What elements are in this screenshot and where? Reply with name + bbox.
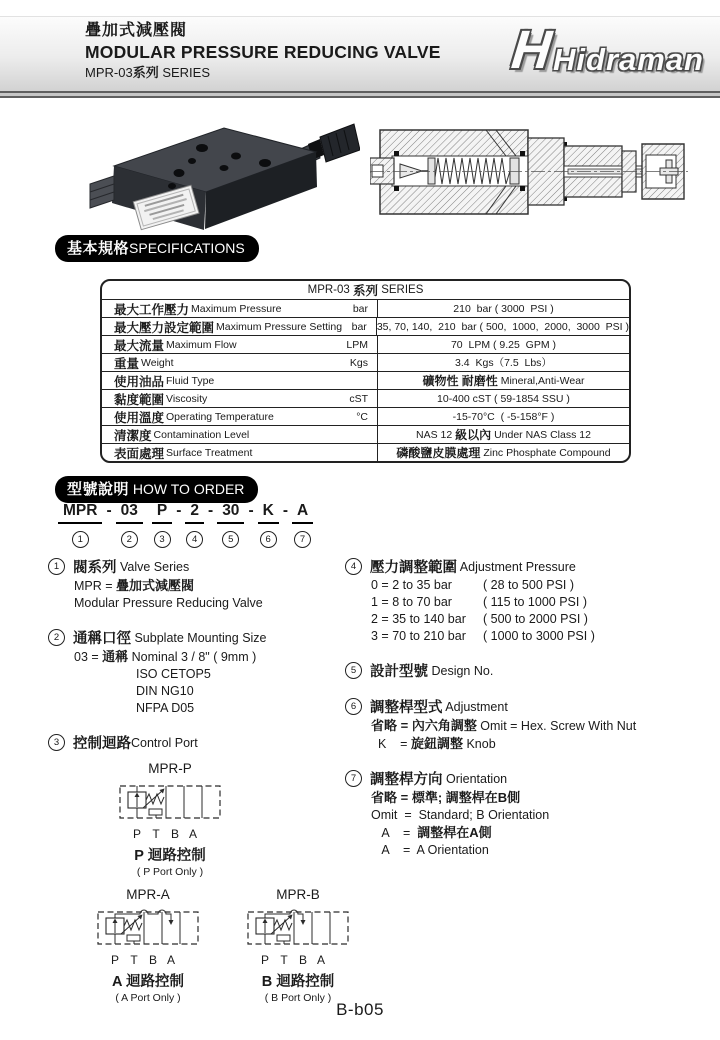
model-code-dash: -	[208, 502, 214, 519]
model-code-segment	[58, 502, 102, 548]
order-item-number: 2	[48, 629, 65, 646]
order-item-line	[371, 824, 695, 842]
order-line-zh: 省略 = 標準; 調整桿在B側	[371, 790, 521, 805]
spec-row-label	[102, 426, 378, 443]
spec-row-value	[378, 354, 629, 371]
spec-row-value	[378, 408, 629, 425]
spec-value-zh: 磷酸鹽皮膜處理	[396, 446, 481, 460]
page-number: B-b05	[336, 1000, 384, 1019]
order-item	[345, 696, 695, 753]
order-item-title-zh: 壓力調整範圍	[370, 560, 457, 576]
model-code-dash: -	[176, 502, 182, 519]
model-code-segment	[185, 502, 204, 548]
spec-value: 10-400 cST ( 59-1854 SSU )	[437, 392, 570, 405]
spec-label-zh: 最大流量	[114, 338, 165, 353]
series-en: SERIES	[158, 64, 210, 80]
order-item-line	[371, 807, 695, 824]
order-item-title	[345, 696, 695, 717]
order-item-line	[74, 683, 348, 700]
series-label	[85, 66, 441, 81]
diagram-caption-en: ( P Port Only )	[136, 866, 204, 878]
spec-table-header-code: MPR-03	[307, 284, 353, 296]
model-code-segment	[152, 502, 172, 548]
order-item-number: 1	[48, 558, 65, 575]
order-item-title-en: Valve Series	[116, 559, 190, 574]
spec-value: 35, 70, 140, 210 bar ( 500, 1000, 2000, 3000 PSI )	[376, 320, 629, 333]
spec-label-en: Maximum Pressure Setting	[216, 320, 343, 333]
order-line-text: Knob	[462, 737, 496, 751]
model-code-number: 7	[294, 531, 311, 548]
spec-unit: cST	[349, 392, 368, 405]
order-item-number: 7	[345, 770, 362, 787]
order-line-text: Omit = Standard; B Orientation	[371, 808, 550, 822]
header-rule	[0, 96, 720, 98]
spec-table-body	[102, 300, 629, 461]
how-to-order-badge-zh: 型號說明	[67, 481, 130, 498]
specifications-badge	[55, 235, 259, 262]
order-item-number: 6	[345, 698, 362, 715]
model-code-number: 1	[72, 531, 89, 548]
brand-logo-initial: H	[508, 20, 555, 80]
model-code-segment	[116, 502, 143, 548]
spec-label-en: Surface Treatment	[166, 446, 253, 459]
port-label-p: P	[132, 827, 141, 841]
model-code-text: MPR	[58, 502, 102, 524]
order-line-zh: 調整桿在A側	[417, 825, 492, 840]
order-item-title	[48, 556, 348, 577]
model-code	[58, 502, 313, 548]
diagram-caption-en: ( B Port Only )	[264, 992, 332, 1004]
model-code-text: 03	[116, 502, 143, 524]
order-item-line	[371, 628, 695, 645]
spec-unit: LPM	[346, 338, 368, 351]
port-label-a: A	[166, 953, 175, 967]
order-item-title	[48, 732, 348, 753]
model-code-number: 5	[222, 531, 239, 548]
spec-table	[100, 279, 631, 463]
model-code-number: 2	[121, 531, 138, 548]
port-label-b: B	[298, 953, 307, 967]
spec-label-en: Maximum Flow	[166, 338, 237, 351]
order-line-text: A = A Orientation	[371, 843, 489, 857]
order-line-zh: 旋鈕調整	[410, 736, 463, 751]
order-item-line	[371, 789, 695, 807]
spec-row-value	[378, 336, 629, 353]
order-line-text: 03 =	[74, 650, 103, 664]
diagram-ports	[96, 953, 200, 968]
port-label-b: B	[170, 827, 179, 841]
spec-row-value	[377, 318, 629, 335]
model-code-text: K	[258, 502, 279, 524]
order-item-title-en: Adjustment	[442, 699, 508, 714]
order-line-text: MPR =	[74, 579, 117, 593]
order-item-title-en: Orientation	[442, 771, 508, 786]
order-line-text: Nominal 3 / 8" ( 9mm )	[128, 650, 257, 664]
valve-symbol	[118, 780, 222, 827]
title-block	[85, 22, 441, 80]
how-to-order-badge	[55, 476, 258, 503]
spec-label-zh: 清潔度	[114, 428, 152, 443]
spec-label-en: Fluid Type	[166, 374, 215, 387]
order-item-title-zh: 通稱口徑	[73, 631, 131, 647]
port-label-b: B	[148, 953, 157, 967]
order-item-title	[48, 627, 348, 648]
spec-table-row	[102, 336, 629, 354]
spec-table-row	[102, 408, 629, 426]
model-code-number: 4	[186, 531, 203, 548]
spec-label-zh: 表面處理	[114, 446, 165, 461]
order-item-title-en: Control Port	[131, 735, 198, 750]
spec-value: -15-70°C ( -5-158°F )	[452, 410, 555, 423]
order-item-line	[371, 735, 695, 753]
model-code-text: 30	[217, 502, 244, 524]
spec-table-header	[102, 281, 629, 300]
model-code-number: 6	[260, 531, 277, 548]
spec-label-en: Maximum Pressure	[191, 302, 282, 315]
valve-symbol	[96, 906, 200, 953]
order-line-text: DIN NG10	[136, 684, 194, 698]
spec-value-zh: 礦物性 耐磨性	[422, 374, 498, 388]
port-label-a: A	[188, 827, 197, 841]
spec-label-zh: 最大壓力設定範圍	[114, 320, 215, 335]
spec-label-en: Weight	[141, 356, 174, 369]
spec-row-label	[102, 408, 378, 425]
diagram-caption-zh: B 迴路控制	[261, 974, 335, 990]
order-line-text: K =	[371, 737, 411, 751]
order-item-line	[371, 611, 695, 628]
model-code-text: 2	[185, 502, 204, 524]
valve-symbol	[246, 906, 350, 953]
spec-label-en: Operating Temperature	[166, 410, 274, 423]
page-title-en: MODULAR PRESSURE REDUCING VALVE	[85, 42, 441, 63]
spec-label-zh: 使用油品	[114, 374, 165, 389]
series-code: MPR-03	[85, 64, 133, 80]
diagram-caption-zh: A 迴路控制	[112, 974, 184, 990]
model-code-segment	[217, 502, 244, 548]
model-code-number: 3	[154, 531, 171, 548]
spec-row-value	[378, 390, 629, 407]
order-item-line	[371, 717, 695, 735]
spec-row-label	[102, 354, 378, 371]
spec-label-zh: 黏度範圍	[114, 392, 165, 407]
spec-row-value	[378, 426, 629, 443]
model-code-dash: -	[106, 502, 112, 519]
order-item-title-zh: 設計型號	[370, 664, 428, 680]
model-code-text: P	[152, 502, 172, 524]
order-item-title-zh: 調整桿型式	[370, 700, 443, 716]
spec-value: Under NAS Class 12	[491, 428, 591, 441]
spec-table-row	[102, 390, 629, 408]
order-item-line	[371, 577, 695, 594]
spec-table-row	[102, 354, 629, 372]
port-label-t: T	[130, 953, 138, 967]
order-line-text: A =	[371, 826, 418, 840]
order-line-value: 1 = 8 to 70 bar	[371, 595, 452, 609]
model-code-segment	[258, 502, 279, 548]
order-line-text: NFPA D05	[136, 701, 195, 715]
order-item-title-en: Subplate Mounting Size	[131, 630, 267, 645]
spec-value-zh: 級以內	[455, 428, 492, 442]
spec-value: 3.4 Kgs（7.5 Lbs）	[455, 357, 552, 369]
order-line-zh: 通稱	[102, 649, 129, 664]
diagram-title: MPR-B	[276, 887, 320, 902]
order-item-title	[345, 556, 695, 577]
port-label-a: A	[316, 953, 325, 967]
spec-label-zh: 最大工作壓力	[114, 302, 190, 317]
spec-table-row	[102, 372, 629, 390]
spec-row-value	[378, 300, 629, 317]
order-line-zh: 省略 = 內六角調整	[371, 718, 477, 733]
hex-plug-illustration	[90, 176, 114, 208]
spec-table-row	[102, 426, 629, 444]
spec-table-row	[102, 444, 629, 461]
model-code-dash: -	[282, 502, 288, 519]
spec-row-label	[102, 444, 378, 461]
spec-row-label	[102, 336, 378, 353]
order-line-zh: 疊加式減壓閥	[116, 578, 195, 593]
order-item-number: 3	[48, 734, 65, 751]
order-item	[48, 627, 348, 717]
spec-row-value	[378, 372, 629, 389]
model-code-segment	[292, 502, 313, 548]
spec-row-label	[102, 300, 378, 317]
diagram-caption-zh: P 迴路控制	[134, 848, 206, 864]
spec-value: 70 LPM ( 9.25 GPM )	[450, 338, 557, 351]
port-label-t: T	[280, 953, 288, 967]
spec-table-row	[102, 318, 629, 336]
spec-value: NAS 12	[416, 428, 456, 441]
spec-unit: Kgs	[349, 356, 368, 369]
spec-row-label	[102, 372, 378, 389]
spec-unit: bar	[351, 320, 367, 333]
spec-table-header-en: SERIES	[378, 284, 424, 296]
spec-value: 210 bar ( 3000 PSI )	[453, 302, 554, 315]
order-item-line	[74, 648, 348, 666]
diagram-title: MPR-P	[148, 761, 192, 776]
spec-unit: °C	[356, 410, 368, 423]
order-line-psi: ( 28 to 500 PSI )	[483, 578, 575, 592]
spec-label-zh: 使用溫度	[114, 410, 165, 425]
order-item-title-zh: 調整桿方向	[370, 772, 443, 788]
cross-section-drawing	[370, 116, 688, 228]
diagram-ports	[118, 827, 222, 842]
order-items-right	[345, 556, 695, 874]
order-item-title-en: Design No.	[428, 663, 494, 678]
spec-row-label	[102, 318, 377, 335]
order-item-number: 5	[345, 662, 362, 679]
spec-row-label	[102, 390, 378, 407]
spec-table-row	[102, 300, 629, 318]
diagram-mpr-b	[228, 887, 368, 1004]
diagram-mpr-a	[78, 887, 218, 1004]
model-code-dash: -	[248, 502, 254, 519]
order-item-line	[74, 700, 348, 717]
order-item-line	[74, 577, 348, 595]
model-code-text: A	[292, 502, 313, 524]
spec-value: Zinc Phosphate Compound	[480, 446, 611, 459]
specifications-badge-zh: 基本規格	[67, 240, 130, 257]
order-item	[345, 768, 695, 859]
order-item	[48, 556, 348, 612]
order-items-left	[48, 556, 348, 768]
order-line-text: ISO CETOP5	[136, 667, 211, 681]
order-item	[345, 556, 695, 645]
diagram-title: MPR-A	[126, 887, 170, 902]
order-line-value: 2 = 35 to 140 bar	[371, 612, 466, 626]
order-item-title-zh: 控制迴路	[73, 736, 131, 752]
order-item-line	[74, 595, 348, 612]
order-item	[345, 660, 695, 681]
specifications-badge-en: SPECIFICATIONS	[129, 240, 245, 256]
spec-value: Mineral,Anti-Wear	[497, 374, 585, 387]
order-item-title-zh: 閥系列	[73, 560, 117, 576]
how-to-order-badge-en: HOW TO ORDER	[129, 481, 245, 497]
spec-label-zh: 重量	[114, 356, 140, 371]
brand-logo	[508, 20, 704, 80]
order-line-psi: ( 115 to 1000 PSI )	[483, 595, 587, 609]
product-photo	[84, 110, 360, 236]
port-label-t: T	[152, 827, 160, 841]
order-line-psi: ( 1000 to 3000 PSI )	[483, 629, 595, 643]
page-title-zh: 疊加式減壓閥	[85, 22, 188, 39]
diagram-mpr-p	[100, 761, 240, 878]
order-line-text: Omit = Hex. Screw With Nut	[476, 719, 637, 733]
order-item-line	[74, 666, 348, 683]
series-zh: 系列	[132, 64, 159, 80]
order-line-value: 0 = 2 to 35 bar	[371, 578, 452, 592]
order-item-title	[345, 768, 695, 789]
order-line-psi: ( 500 to 2000 PSI )	[483, 612, 588, 626]
spec-label-en: Contamination Level	[153, 428, 250, 441]
diagram-caption-en: ( A Port Only )	[115, 992, 181, 1004]
order-item-title-en: Adjustment Pressure	[457, 559, 576, 574]
diagram-ports	[246, 953, 350, 968]
order-item-number: 4	[345, 558, 362, 575]
order-item	[48, 732, 348, 753]
order-item-line	[371, 842, 695, 859]
spec-row-value	[378, 444, 629, 461]
order-line-value: 3 = 70 to 210 bar	[371, 629, 466, 643]
spec-label-en: Viscosity	[166, 392, 208, 405]
order-line-text: Modular Pressure Reducing Valve	[74, 596, 263, 610]
order-item-line	[371, 594, 695, 611]
spec-table-header-zh: 系列	[352, 284, 378, 298]
brand-logo-name: Hidraman	[553, 41, 704, 77]
port-label-p: P	[110, 953, 119, 967]
port-label-p: P	[260, 953, 269, 967]
spec-unit: bar	[352, 302, 368, 315]
order-item-title	[345, 660, 695, 681]
